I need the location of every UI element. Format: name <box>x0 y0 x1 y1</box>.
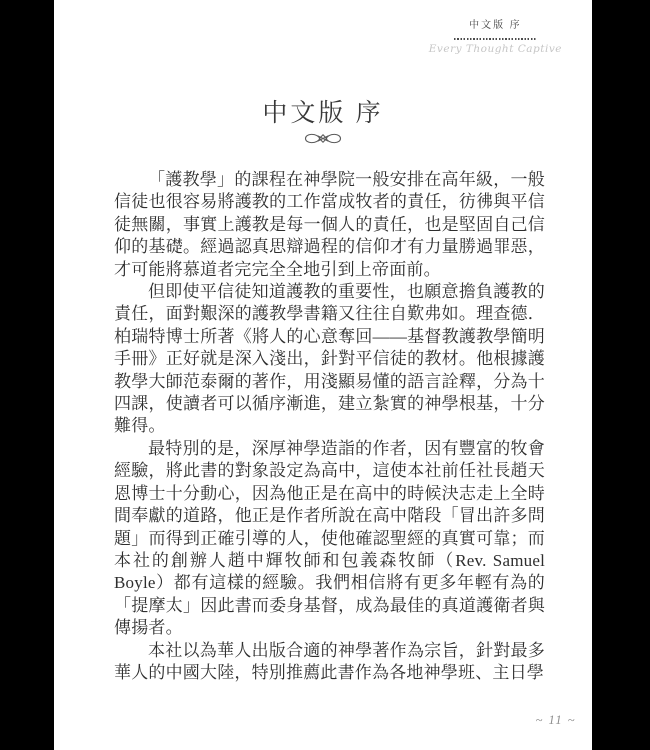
scan-border-left <box>0 0 54 750</box>
paragraph: 最特別的是，深厚神學造詣的作者，因有豐富的牧會經驗，將此書的對象設定為高中，這使本社前任社長趙天恩博士十分動心，因為他正是在高中的時候決志走上全時間奉獻的道路，他正是作者所說在高中階段「冒出許多問題」而得到正確引導的人，使他確認聖經的真實可靠；而本社的創辦人趙中輝牧師和包義森牧師（Rev. Samuel Boyle）都有這樣的經驗。我們相信將有更多年輕有為的「提摩太」因此書而委身基督，成為最佳的真道護衛者與傳揚者。 <box>114 438 545 638</box>
header-book-title-script: Every Thought Captive <box>428 43 562 55</box>
preface-body <box>114 169 545 684</box>
chapter-title: 中文版 序 <box>262 100 384 127</box>
paragraph: 但即使平信徒知道護教的重要性，也願意擔負護教的責任，面對艱深的護教學書籍又往往自歎弗如。理查德．柏瑞特博士所著《將人的心意奪回——基督教護教學簡明手冊》正好就是深入淺出，針對平信徒的教材。他根據護教學大師范泰爾的著作，用淺顯易懂的語言詮釋，分為十四課，使讀者可以循序漸進，建立紮實的神學根基，十分難得。 <box>114 282 545 436</box>
book-page-scan <box>54 0 592 750</box>
scan-border-right <box>592 0 650 750</box>
flourish-knot-icon <box>54 131 592 146</box>
page-number: ~ 11 ~ <box>535 713 576 727</box>
paragraph: 本社以為華人出版合適的神學著作為宗旨，針對最多華人的中國大陸，特別推薦此書作為各地神學班、主日學 <box>114 640 545 682</box>
header-dotted-rule <box>454 38 536 40</box>
running-header <box>429 19 562 55</box>
header-section-label: 中文版 序 <box>469 20 522 31</box>
paragraph: 「護教學」的課程在神學院一般安排在高年級，一般信徒也很容易將護教的工作當成牧者的責任，彷彿與平信徒無關，事實上護教是每一個人的責任，也是堅固自己信仰的基礎。經過認真思辯過程的信仰才有力量勝過罪惡，才可能將慕道者完完全全地引到上帝面前。 <box>114 170 545 279</box>
